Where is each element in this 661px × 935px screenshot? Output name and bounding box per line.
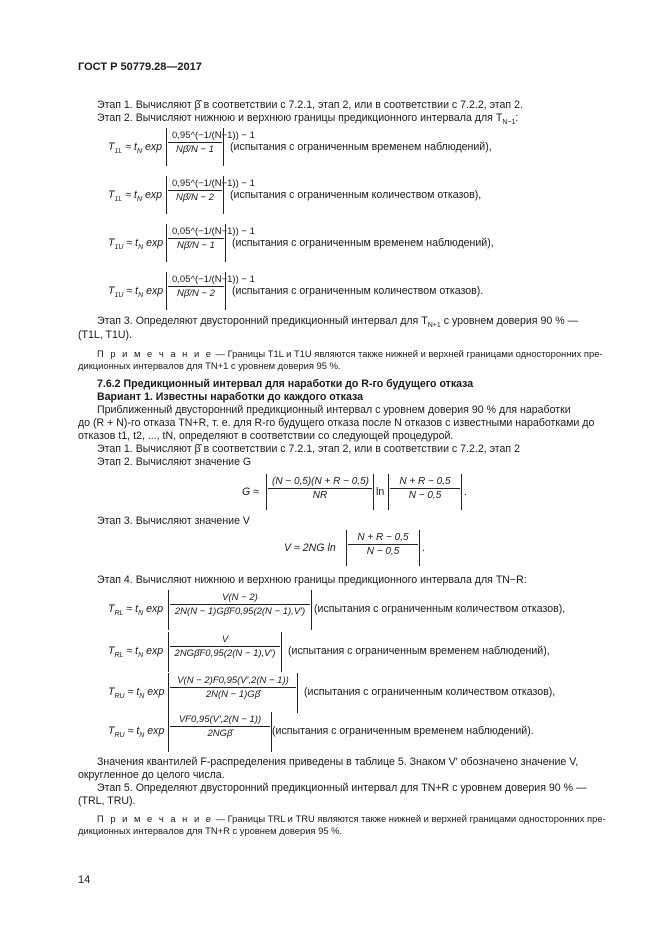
- note-2-cont: дикционных интервалов для TN+R с уровнем доверия 95 %.: [78, 825, 343, 836]
- paragraph-3: отказов t1, t2, ..., tN, определяют в соответствии со следующей процедурой.: [78, 430, 454, 442]
- step-3-interval: (T1L, T1U).: [78, 329, 132, 341]
- step-1: Этап 1. Вычисляют β̂ в соответствии с 7.2.1, этап 2, или в соответствии с 7.2.2, этап 2.: [97, 99, 523, 111]
- note-1-cont: дикционных интервалов для TN+1 с уровнем доверия 95 %.: [78, 360, 341, 371]
- note-1: П р и м е ч а н и е — Границы T1L и T1U являются также нижней и верхней границами односторонних пре-: [97, 348, 603, 359]
- note-2: П р и м е ч а н и е — Границы TRL и TRU являются также нижней и верхней границами односторонних пре-: [97, 813, 606, 824]
- page-number: 14: [78, 874, 91, 886]
- paragraph-1: Приближенный двусторонний предикционный интервал с уровнем доверия 90 % для наработки: [97, 404, 571, 416]
- quantiles-note-cont: округленное до целого числа.: [78, 769, 225, 781]
- step-3b: Этап 3. Вычисляют значение V: [97, 515, 250, 527]
- step-4b: Этап 4. Вычисляют нижнюю и верхнюю границы предикционного интервала для TN−R:: [97, 574, 527, 586]
- document-header: ГОСТ Р 50779.28—2017: [78, 61, 202, 73]
- step-5-interval: (TRL, TRU).: [78, 795, 136, 807]
- step-2: Этап 2. Вычисляют нижнюю и верхнюю границы предикционного интервала для $T_{N-1}$:: [97, 112, 519, 127]
- step-1b: Этап 1. Вычисляют β̂ в соответствии с 7.2.1, этап 2, или в соответствии с 7.2.2, этап 2: [97, 443, 520, 455]
- step-3: Этап 3. Определяют двусторонний предикционный интервал для $T_{N+1}$ с уровнем доверия 90 % —: [97, 315, 579, 330]
- step-5: Этап 5. Определяют двусторонний предикционный интервал для TN+R с уровнем доверия 90 % —: [97, 782, 587, 794]
- step-2b: Этап 2. Вычисляют значение G: [97, 456, 252, 468]
- variant-heading: Вариант 1. Известны наработки до каждого отказа: [97, 391, 364, 403]
- section-heading: 7.6.2 Предикционный интервал для наработки до R-го будущего отказа: [97, 378, 474, 390]
- quantiles-note: Значения квантилей F-распределения приведены в таблице 5. Знаком V′ обозначено значение V,: [97, 756, 579, 768]
- paragraph-2: до (R + N)-го отказа TN+R, т. е. для R-го будущего отказа после N отказов с известными наработками до: [78, 417, 595, 429]
